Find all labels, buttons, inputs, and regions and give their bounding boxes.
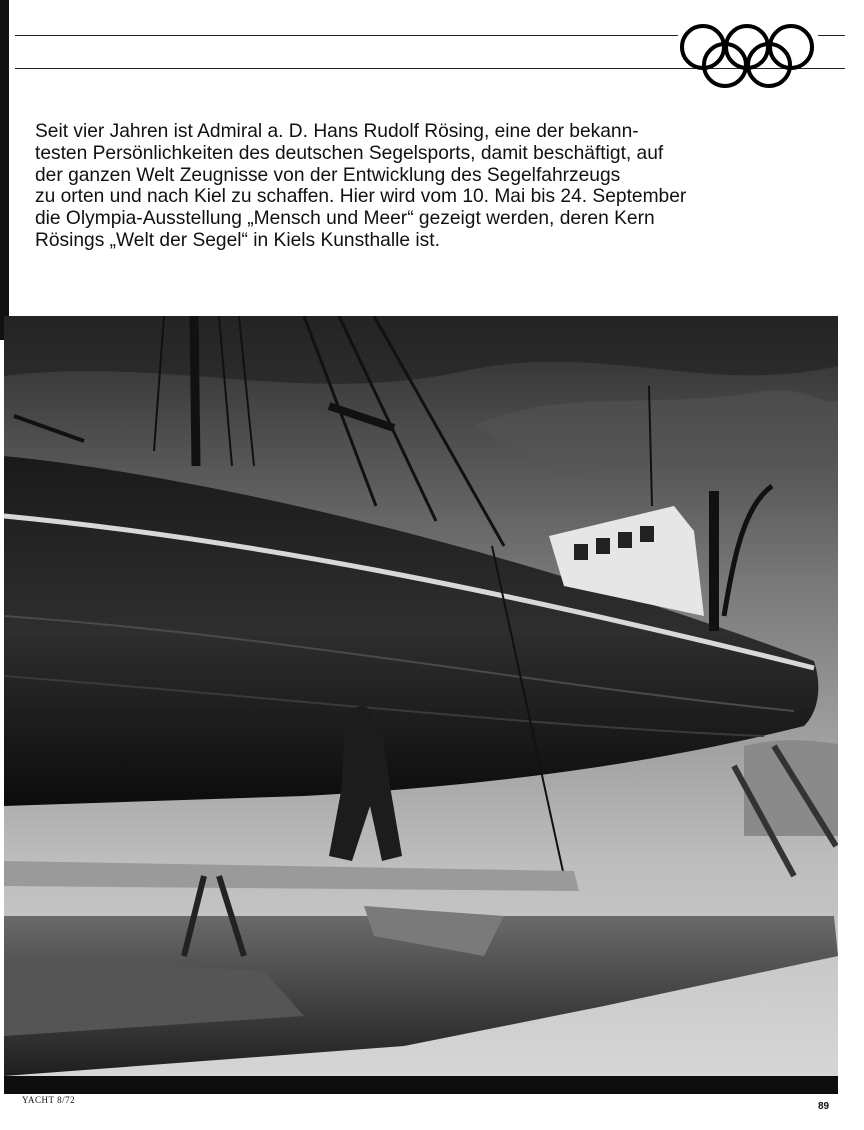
article-intro	[35, 121, 847, 252]
olympic-rings-logo	[678, 22, 818, 88]
intro-line: der ganzen Welt Zeugnisse von der Entwicklung des Segelfahrzeugs	[35, 164, 621, 186]
page-number: 89	[818, 1101, 830, 1112]
intro-line: testen Persönlichkeiten des deutschen Segelsports, damit beschäftigt, auf	[35, 142, 664, 164]
intro-line: Rösings „Welt der Segel“ in Kiels Kunsthalle ist.	[35, 229, 440, 251]
intro-line: die Olympia-Ausstellung „Mensch und Meer“ gezeigt werden, deren Kern	[35, 208, 655, 230]
page-edge-shadow	[0, 0, 9, 340]
ship-hull-photo	[4, 316, 838, 1094]
intro-line: Seit vier Jahren ist Admiral a. D. Hans Rudolf Rösing, eine der bekann-	[35, 121, 639, 142]
intro-line: zu orten und nach Kiel zu schaffen. Hier wird vom 10. Mai bis 24. September	[35, 186, 687, 208]
magazine-issue-label: YACHT 8/72	[22, 1095, 76, 1105]
